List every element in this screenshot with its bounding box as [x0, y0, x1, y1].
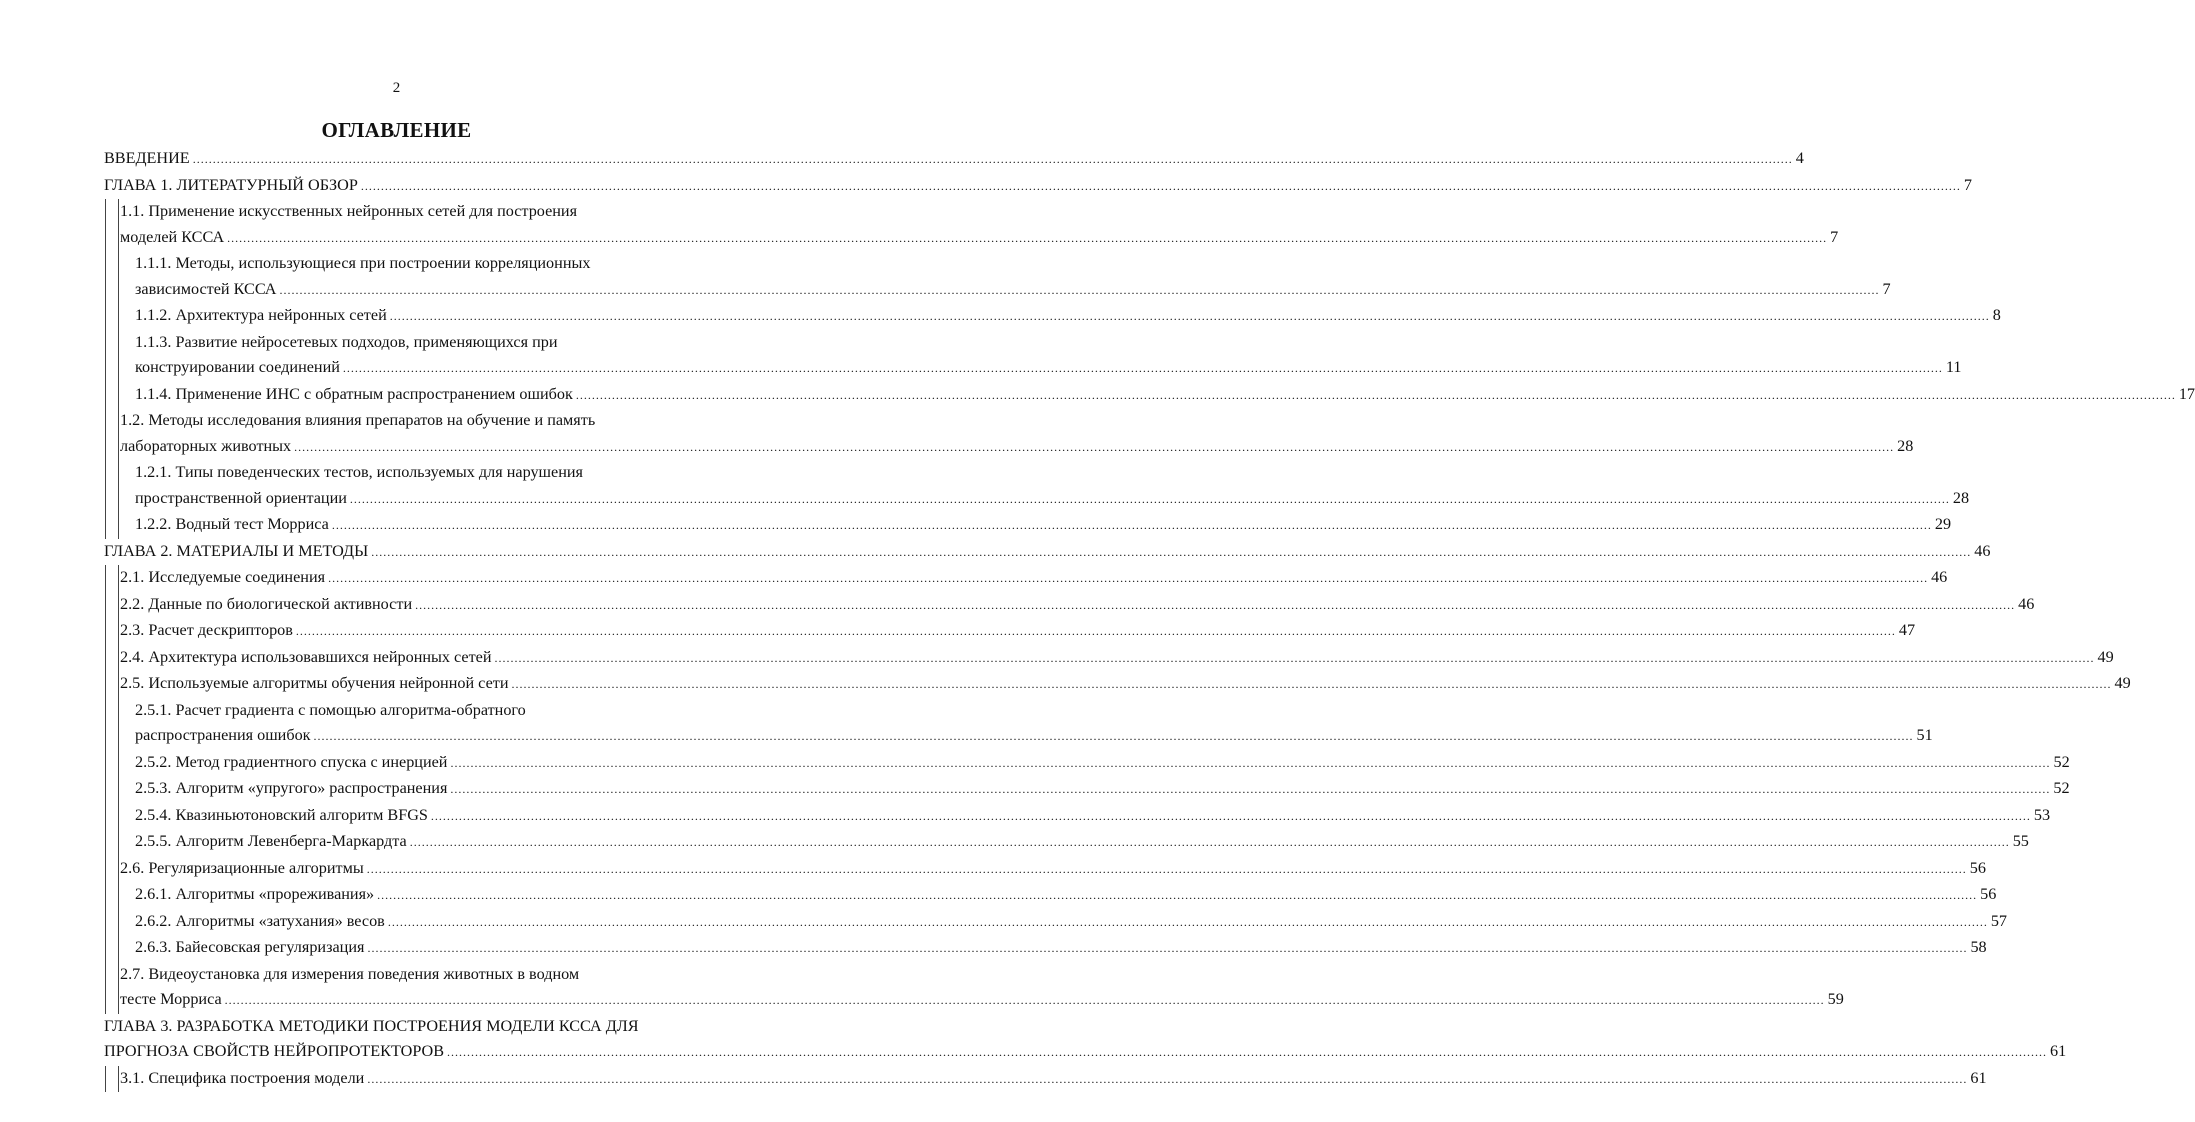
dot-leader: ................................................................................................................................................................................................................................................................................................................................................................................................................ [224, 993, 1825, 1007]
dot-leader: ................................................................................................................................................................................................................................................................................................................................................................................................................ [389, 309, 1990, 323]
toc-entry-title: ВВЕДЕНИЕ [104, 149, 190, 167]
toc-entry-title: 1.2.2. Водный тест Морриса [135, 515, 329, 533]
toc-entry-title: пространственной ориентации [135, 488, 347, 507]
toc-entry-title: 2.5. Используемые алгоритмы обучения нейронной сети [120, 674, 509, 692]
dot-leader: ................................................................................................................................................................................................................................................................................................................................................................................................................ [360, 178, 1961, 193]
toc-entry-title: моделей КССА [120, 227, 225, 246]
toc-entry-page: 51 [1916, 726, 1933, 744]
toc-entry[interactable] [0, 1066, 1987, 1093]
toc-entry-page: 49 [2097, 647, 2114, 666]
toc-entry-title: 2.6.3. Байесовская регуляризация [135, 938, 365, 956]
toc-entry[interactable] [0, 146, 1804, 173]
toc-entry[interactable] [0, 565, 1948, 592]
toc-entry-title: 2.5.2. Метод градиентного спуска с инерцией [135, 752, 448, 771]
toc-entry[interactable] [0, 251, 1891, 303]
toc-entry[interactable] [0, 512, 1952, 539]
toc-entry-page: 56 [1980, 885, 1997, 903]
dot-leader: ................................................................................................................................................................................................................................................................................................................................................................................................................ [575, 387, 2176, 402]
toc-entry-page: 17 [2178, 384, 2195, 403]
dot-leader: ................................................................................................................................................................................................................................................................................................................................................................................................................ [415, 597, 2016, 612]
toc-entry[interactable] [0, 776, 2070, 803]
toc-entry-title: 2.5.5. Алгоритм Левенберга-Маркардта [135, 832, 407, 850]
dot-leader: ................................................................................................................................................................................................................................................................................................................................................................................................................ [450, 782, 2051, 796]
toc-entry[interactable] [0, 750, 2070, 777]
toc-entry[interactable] [0, 882, 1997, 909]
dot-leader: ................................................................................................................................................................................................................................................................................................................................................................................................................ [279, 282, 1880, 297]
table-of-contents [0, 146, 2195, 1092]
dot-leader: ................................................................................................................................................................................................................................................................................................................................................................................................................ [328, 571, 1929, 585]
toc-entry-title-line1: 1.1. Применение искусственных нейронных сетей для построения [120, 202, 578, 220]
dot-leader: ................................................................................................................................................................................................................................................................................................................................................................................................................ [430, 808, 2031, 823]
toc-entry-title: распространения ошибок [135, 726, 311, 744]
toc-entry-title: лабораторных животных [120, 436, 292, 455]
toc-entry-title: зависимостей КССА [135, 279, 277, 298]
toc-entry-page: 11 [1945, 358, 1962, 376]
dot-leader: ................................................................................................................................................................................................................................................................................................................................................................................................................ [227, 230, 1828, 245]
toc-entry-title: 2.4. Архитектура использовавшихся нейронных сетей [120, 647, 492, 666]
toc-entry-title: ГЛАВА 2. МАТЕРИАЛЫ И МЕТОДЫ [104, 541, 369, 560]
toc-entry-page: 8 [1992, 306, 2001, 324]
toc-entry-page: 28 [1952, 488, 1970, 507]
toc-entry-title: 3.1. Специфика построения модели [120, 1068, 365, 1087]
toc-entry[interactable] [0, 645, 2114, 672]
toc-entry-title: ПРОГНОЗА СВОЙСТВ НЕЙРОПРОТЕКТОРОВ [104, 1042, 445, 1060]
toc-entry[interactable] [0, 199, 1839, 251]
toc-entry-title: 2.6. Регуляризационные алгоритмы [120, 858, 364, 877]
toc-entry-title: 2.3. Расчет дескрипторов [120, 621, 293, 639]
toc-entry[interactable] [0, 698, 1933, 750]
toc-entry[interactable] [0, 671, 2131, 698]
toc-entry[interactable] [0, 935, 1987, 962]
toc-entry-title-line1: 1.1.1. Методы, использующиеся при построении корреляционных [135, 254, 591, 272]
dot-leader: ................................................................................................................................................................................................................................................................................................................................................................................................................ [349, 491, 1950, 506]
toc-entry-title: 2.6.2. Алгоритмы «затухания» весов [135, 911, 385, 930]
dot-leader: ................................................................................................................................................................................................................................................................................................................................................................................................................ [294, 439, 1895, 454]
dot-leader: ................................................................................................................................................................................................................................................................................................................................................................................................................ [409, 835, 2010, 849]
toc-entry-title: 1.1.2. Архитектура нейронных сетей [135, 306, 387, 324]
toc-entry-title: ГЛАВА 1. ЛИТЕРАТУРНЫЙ ОБЗОР [104, 175, 358, 194]
toc-entry-page: 7 [1830, 227, 1839, 246]
toc-entry-page: 58 [1970, 938, 1987, 956]
toc-entry[interactable] [0, 460, 1970, 512]
toc-entry-page: 28 [1897, 436, 1914, 455]
dot-leader: ................................................................................................................................................................................................................................................................................................................................................................................................................ [494, 650, 2095, 665]
toc-entry[interactable] [0, 909, 2007, 936]
toc-entry-title-line1: 1.2. Методы исследования влияния препаратов на обучение и память [120, 411, 596, 429]
toc-entry-title: конструировании соединений [135, 358, 340, 376]
dot-leader: ................................................................................................................................................................................................................................................................................................................................................................................................................ [192, 152, 1793, 166]
toc-entry-page: 61 [1970, 1068, 1987, 1087]
dot-leader: ................................................................................................................................................................................................................................................................................................................................................................................................................ [331, 518, 1932, 532]
toc-entry-page: 4 [1795, 149, 1804, 167]
toc-entry[interactable] [0, 173, 1972, 200]
toc-entry-page: 57 [1990, 911, 2007, 930]
toc-entry-title-line1: ГЛАВА 3. РАЗРАБОТКА МЕТОДИКИ ПОСТРОЕНИЯ МОДЕЛИ КССА ДЛЯ [104, 1016, 639, 1035]
dot-leader: ................................................................................................................................................................................................................................................................................................................................................................................................................ [342, 361, 1943, 375]
toc-entry[interactable] [0, 962, 1844, 1014]
toc-entry-page: 49 [2114, 674, 2131, 692]
toc-entry-page: 55 [2012, 832, 2029, 850]
toc-entry[interactable] [0, 592, 2035, 619]
dot-leader: ................................................................................................................................................................................................................................................................................................................................................................................................................ [511, 677, 2112, 691]
toc-entry[interactable] [0, 856, 1986, 883]
toc-entry-page: 52 [2053, 752, 2070, 771]
toc-entry[interactable] [0, 618, 1916, 645]
dot-leader: ................................................................................................................................................................................................................................................................................................................................................................................................................ [367, 941, 1968, 955]
toc-entry[interactable] [0, 803, 2051, 830]
toc-entry[interactable] [0, 408, 1914, 460]
toc-entry-page: 52 [2053, 779, 2070, 797]
toc-entry[interactable] [0, 829, 2029, 856]
toc-entry-page: 61 [2050, 1042, 2067, 1060]
toc-entry[interactable] [0, 382, 2195, 409]
dot-leader: ................................................................................................................................................................................................................................................................................................................................................................................................................ [371, 544, 1972, 559]
dot-leader: ................................................................................................................................................................................................................................................................................................................................................................................................................ [313, 729, 1914, 743]
toc-entry-title: 2.6.1. Алгоритмы «прореживания» [135, 885, 375, 903]
dot-leader: ................................................................................................................................................................................................................................................................................................................................................................................................................ [367, 1071, 1968, 1086]
toc-entry-title-line1: 2.5.1. Расчет градиента с помощью алгоритма-обратного [135, 700, 526, 719]
dot-leader: ................................................................................................................................................................................................................................................................................................................................................................................................................ [377, 888, 1978, 902]
toc-entry-title-line1: 1.1.3. Развитие нейросетевых подходов, применяющихся при [135, 332, 558, 351]
toc-entry-title: тесте Морриса [120, 990, 222, 1008]
toc-entry[interactable] [0, 303, 2001, 330]
toc-entry-title: 2.1. Исследуемые соединения [120, 568, 326, 586]
toc-entry-page: 59 [1827, 990, 1844, 1008]
toc-entry-title: 2.5.4. Квазиньютоновский алгоритм BFGS [135, 805, 428, 824]
dot-leader: ................................................................................................................................................................................................................................................................................................................................................................................................................ [387, 914, 1988, 929]
toc-entry-title-line1: 1.2.1. Типы поведенческих тестов, используемых для нарушения [135, 463, 583, 481]
toc-entry-page: 29 [1934, 515, 1952, 533]
toc-entry-title: 2.5.3. Алгоритм «упругого» распространения [135, 779, 448, 797]
toc-entry-page: 47 [1898, 621, 1916, 639]
toc-entry-title: 2.2. Данные по биологической активности [120, 594, 413, 613]
toc-entry-page: 46 [2018, 594, 2035, 613]
page-number: 2 [392, 80, 401, 96]
dot-leader: ................................................................................................................................................................................................................................................................................................................................................................................................................ [447, 1045, 2048, 1059]
toc-entry-page: 7 [1963, 175, 1972, 194]
toc-title: ОГЛАВЛЕНИЕ [321, 118, 472, 142]
toc-entry-page: 56 [1969, 858, 1986, 877]
toc-entry[interactable] [0, 1014, 2067, 1066]
toc-entry[interactable] [0, 330, 1962, 382]
toc-entry-page: 46 [1974, 541, 1991, 560]
dot-leader: ................................................................................................................................................................................................................................................................................................................................................................................................................ [366, 861, 1967, 876]
toc-entry-page: 46 [1931, 568, 1948, 586]
toc-entry-page: 53 [2033, 805, 2051, 824]
toc-entry[interactable] [0, 539, 1991, 566]
toc-entry-page: 7 [1882, 279, 1891, 298]
toc-entry-title: 1.1.4. Применение ИНС с обратным распространением ошибок [135, 384, 573, 403]
dot-leader: ................................................................................................................................................................................................................................................................................................................................................................................................................ [450, 755, 2051, 770]
toc-entry-title-line1: 2.7. Видеоустановка для измерения поведения животных в водном [120, 964, 580, 983]
dot-leader: ................................................................................................................................................................................................................................................................................................................................................................................................................ [295, 624, 1896, 638]
